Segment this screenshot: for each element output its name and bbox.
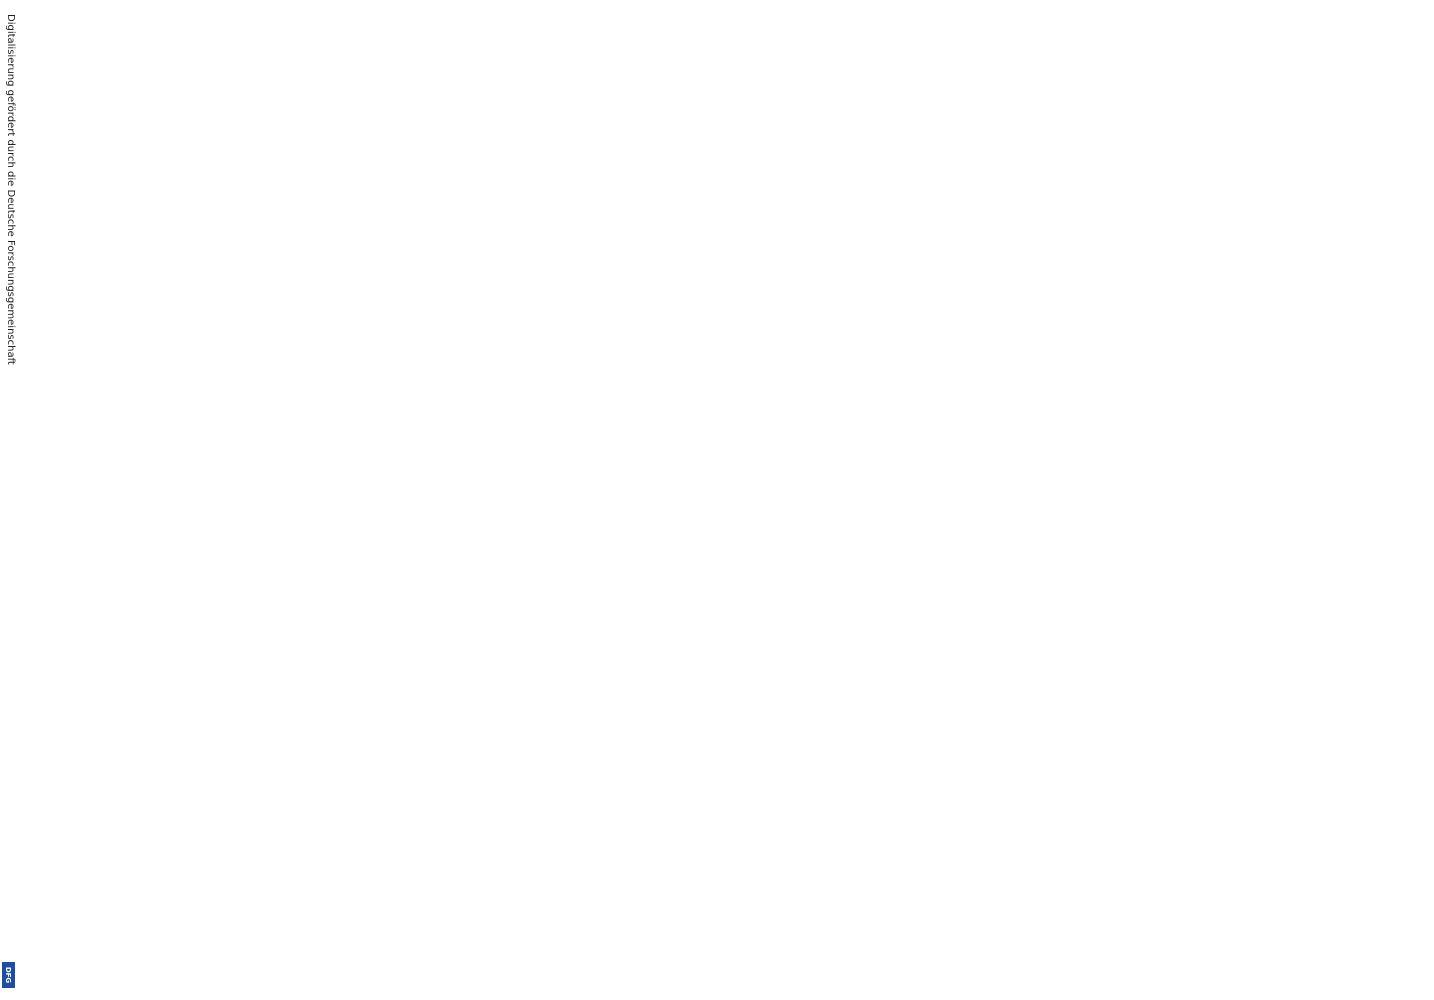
dfg-logo (2, 962, 15, 988)
digitization-credit (2, 14, 18, 986)
digitization-credit-text: Digitalisierung gefördert durch die Deutsche Forschungsgemeinschaft (5, 14, 16, 365)
rotated-document-page (1300, 0, 1434, 50)
dfg-logo-text: DFG (4, 966, 13, 984)
